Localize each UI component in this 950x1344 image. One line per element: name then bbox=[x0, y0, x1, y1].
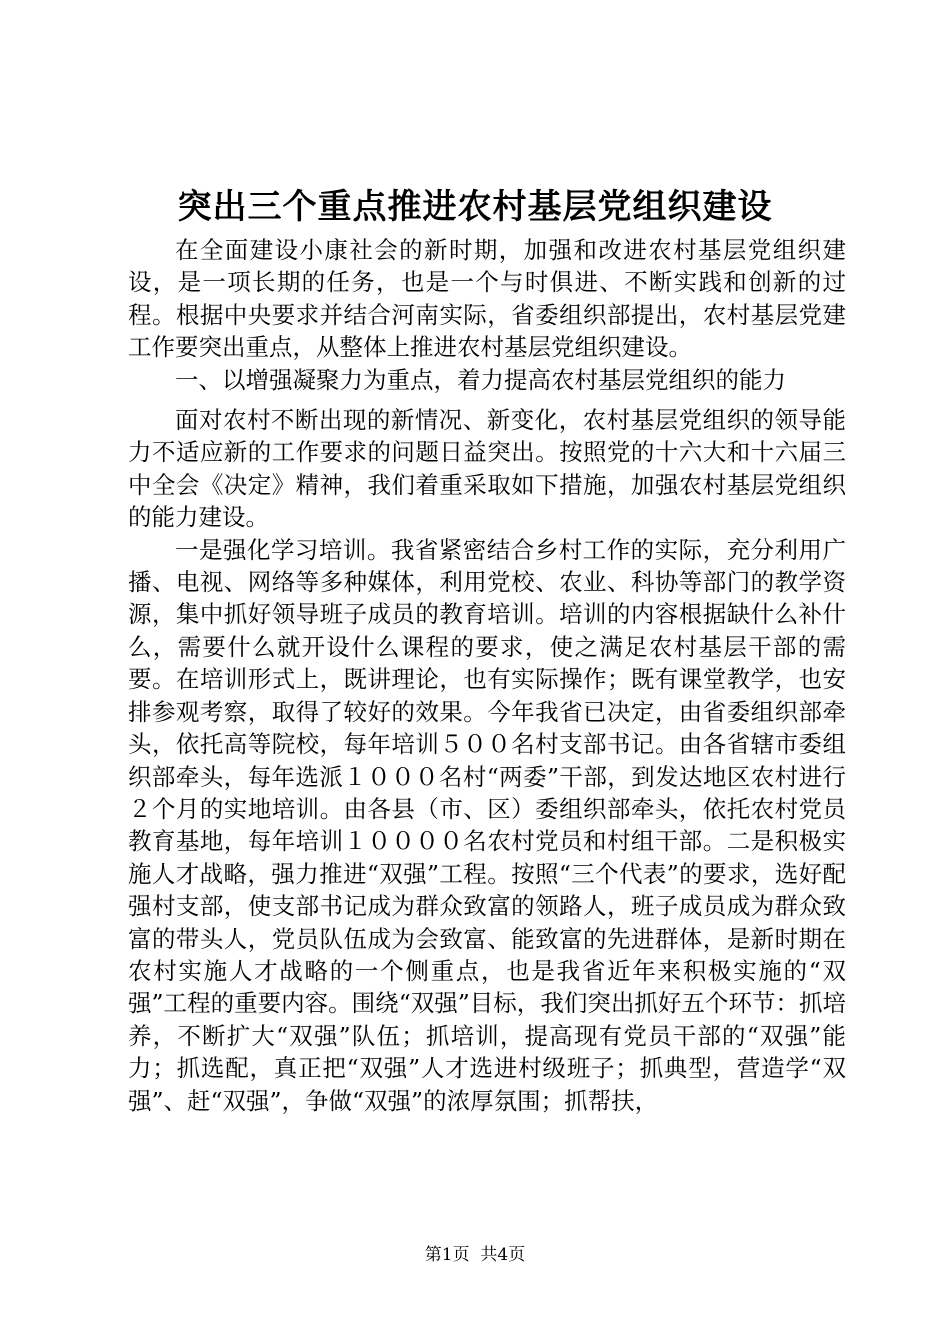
paragraph-intro: 在全面建设小康社会的新时期，加强和改进农村基层党组织建设，是一项长期的任务，也是一个与时俱进、不断实践和创新的过程。根据中央要求并结合河南实际，省委组织部提出，农村基层党建工作要突出重点，从整体上推进农村基层党组织建设。 bbox=[128, 236, 846, 362]
document-body bbox=[128, 234, 846, 1117]
paragraph-measures: 面对农村不断出现的新情况、新变化，农村基层党组织的领导能力不适应新的工作要求的问题日益突出。按照党的十六大和十六届三中全会《决定》精神，我们着重采取如下措施，加强农村基层党组织的能力建设。 bbox=[128, 406, 846, 532]
paragraph-training: 一是强化学习培训。我省紧密结合乡村工作的实际，充分利用广播、电视、网络等多种媒体，利用党校、农业、科协等部门的教学资源，集中抓好领导班子成员的教育培训。培训的内容根据缺什么补什么，需要什么就开设什么课程的要求，使之满足农村基层干部的需要。在培训形式上，既讲理论，也有实际操作；既有课堂教学，也安排参观考察，取得了较好的效果。今年我省已决定，由省委组织部牵头，依托高等院校，每年培训５００名村支部书记。由各省辖市委组织部牵头，每年选派１０００名村“两委”干部，到发达地区农村进行２个月的实地培训。由各县（市、区）委组织部牵头，依托农村党员教育基地，每年培训１００００名农村党员和村组干部。二是积极实施人才战略，强力推进“双强”工程。按照“三个代表”的要求，选好配强村支部，使支部书记成为群众致富的领路人，班子成员成为群众致富的带头人，党员队伍成为会致富、能致富的先进群体，是新时期在农村实施人才战略的一个侧重点，也是我省近年来积极实施的“双强”工程的重要内容。围绕“双强”目标，我们突出抓好五个环节：抓培养，不断扩大“双强”队伍；抓培训，提高现有党员干部的“双强”能力；抓选配，真正把“双强”人才选进村级班子；抓典型，营造学“双强”、赶“双强”，争做“双强”的浓厚氛围；抓帮扶， bbox=[128, 535, 846, 1115]
document-title: 突出三个重点推进农村基层党组织建设 bbox=[177, 187, 773, 227]
section-heading: 一、以增强凝聚力为重点，着力提高农村基层党组织的能力 bbox=[175, 365, 786, 394]
page-number: 第1页 bbox=[424, 1245, 470, 1265]
page-total: 共4页 bbox=[480, 1245, 526, 1265]
page-footer bbox=[0, 1243, 950, 1267]
